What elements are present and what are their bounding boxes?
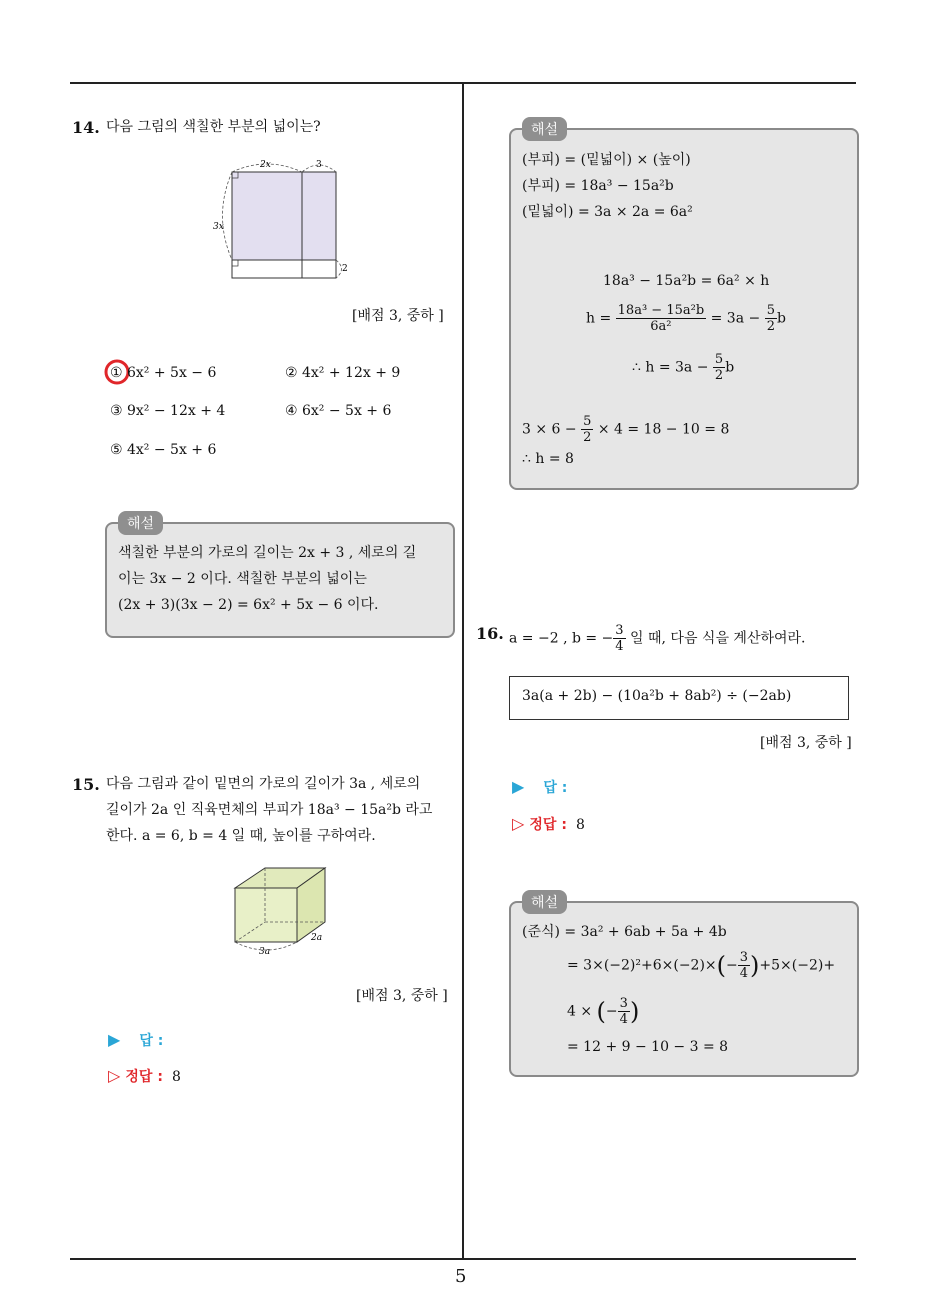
q15-correct-row — [108, 1066, 181, 1086]
q14-choice-5[interactable]: ⑤ 4x² − 5x + 6 — [110, 442, 217, 458]
label-3: 3 — [316, 160, 322, 170]
q15-correct-label: 정답 : — [125, 1069, 163, 1085]
label-2x: 2x — [260, 160, 271, 170]
q16-number: 16. — [476, 624, 504, 643]
q16-explanation-line4: = 12 + 9 − 10 − 3 = 8 — [567, 1039, 729, 1055]
label-2: 2 — [342, 264, 348, 274]
q15-cuboid-figure — [225, 862, 345, 957]
play-arrow-icon: ▶ — [512, 777, 525, 796]
q14-text: 다음 그림의 색칠한 부분의 넓이는? — [106, 119, 321, 135]
label-2a: 2a — [311, 933, 323, 943]
q14-choice-3[interactable]: ③ 9x² − 12x + 4 — [110, 403, 226, 419]
triangle-outline-icon: ▷ — [108, 1066, 121, 1085]
q15-explanation-tag: 해설 — [522, 117, 567, 141]
q14-score: [배점 3, 중하 ] — [352, 308, 444, 324]
q15-answer-row — [108, 1030, 163, 1050]
q16-explanation-line2: = 3×(−2)²+6×(−2)×(− $\frac{3}{4}$ )+5×(−2)+ — [567, 950, 836, 981]
q15-correct-value: 8 — [172, 1069, 181, 1085]
q15-explanation-line8: ∴ h = 8 — [522, 451, 574, 467]
q16-answer-row — [512, 777, 567, 797]
q14-number: 14. — [72, 118, 100, 137]
label-3x: 3x — [213, 222, 224, 232]
q14-figure — [205, 152, 355, 287]
shaded-region — [232, 172, 336, 260]
q15-number: 15. — [72, 775, 100, 794]
q14-explanation: 색칠한 부분의 가로의 길이는 2x + 3 , 세로의 길 이는 3x − 2 이다. 색칠한 부분의 넓이는 (2x + 3)(3x − 2) = 6x² + 5x − 6 이다. — [118, 545, 417, 613]
q14-choice-4[interactable]: ④ 6x² − 5x + 6 — [285, 403, 392, 419]
triangle-outline-icon: ▷ — [512, 814, 525, 833]
q16-expression: 3a(a + 2b) − (10a²b + 8ab²) ÷ (−2ab) — [522, 688, 792, 704]
q15-explanation-line3: (밑넓이) = 3a × 2a = 6a² — [522, 204, 693, 220]
page-number: 5 — [455, 1266, 467, 1287]
q15-explanation-line2: (부피) = 18a³ − 15a²b — [522, 178, 674, 194]
q16-correct-label: 정답 : — [529, 817, 567, 833]
q16-explanation-line3: 4 × (− $\frac{3}{4}$ ) — [567, 996, 640, 1027]
q15-text: 다음 그림과 같이 밑면의 가로의 길이가 3a , 세로의 길이가 2a 인 직육면체의 부피가 18a³ − 15a²b 라고 한다. a = 6, b = 4 일 때, 높이를 구하여라. — [106, 776, 433, 844]
q15-explanation-line7: 3 × 6 − $\frac{5}{2}$ × 4 = 18 − 10 = 8 — [522, 414, 730, 445]
bottom-rule — [70, 1258, 856, 1260]
q16-explanation-line1: (준식) = 3a² + 6ab + 5a + 4b — [522, 924, 727, 940]
q15-explanation-line6: ∴ h = 3a − $\frac{5}{2}$ b — [632, 352, 735, 383]
q16-answer-label: 답 : — [543, 780, 568, 796]
play-arrow-icon: ▶ — [108, 1030, 121, 1049]
q16-text: a = −2 , b = − $\frac{3}{4}$ 일 때, 다음 식을 계산하여라. — [509, 623, 806, 654]
q15-explanation-line5: h = $\frac{\text{18a³ − 15a²b}}{\text{6a²}}$ = 3a − $\frac{5}{2}$ b — [586, 303, 786, 334]
q15-explanation-line4: 18a³ − 15a²b = 6a² × h — [603, 273, 770, 289]
q16-correct-value: 8 — [576, 817, 585, 833]
q14-explanation-tag: 해설 — [118, 511, 163, 535]
q16-score: [배점 3, 중하 ] — [760, 735, 852, 751]
q14-choice-1[interactable]: ① 6x² + 5x − 6 — [110, 365, 217, 381]
q15-score: [배점 3, 중하 ] — [356, 988, 448, 1004]
q16-explanation-tag: 해설 — [522, 890, 567, 914]
q14-choice-2[interactable]: ② 4x² + 12x + 9 — [285, 365, 401, 381]
q15-answer-label: 답 : — [139, 1033, 164, 1049]
q16-correct-row — [512, 814, 585, 834]
column-divider — [462, 82, 464, 1260]
label-3a: 3a — [259, 947, 271, 957]
q15-explanation-line1: (부피) = (밑넓이) × (높이) — [522, 152, 691, 168]
